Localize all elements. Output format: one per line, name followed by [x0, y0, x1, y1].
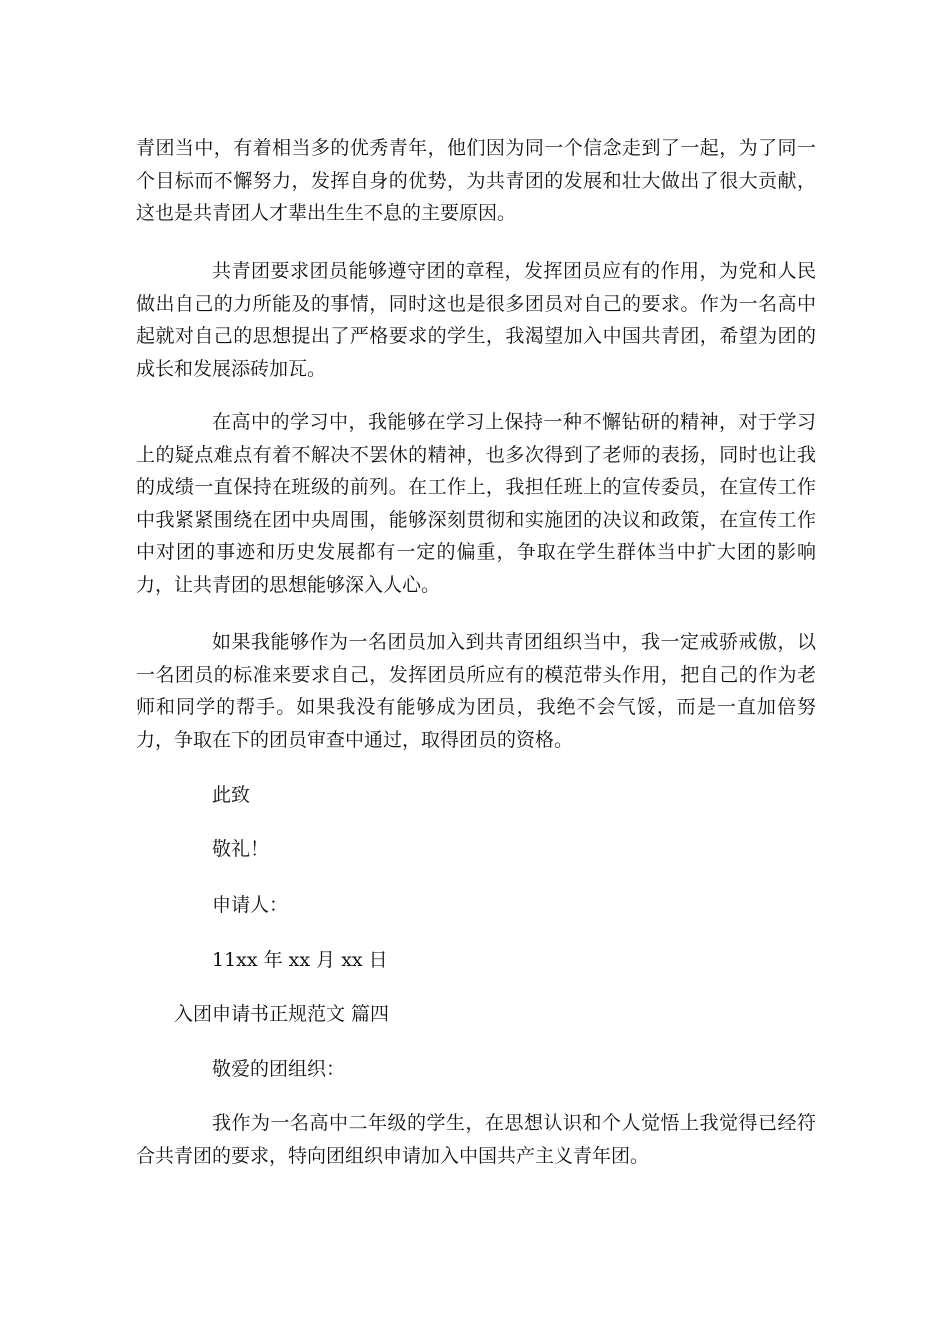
- paragraph-requirements: 共青团要求团员能够遵守团的章程，发挥团员应有的作用，为党和人民做出自己的力所能及的事情，同时这也是很多团员对自己的要求。作为一名高中起就对自己的思想提出了严格要求的学生，我渴望加入中国共青团，希望为团的成长和发展添砖加瓦。: [136, 260, 816, 380]
- greeting-text: 敬爱的团组织：: [212, 1058, 346, 1080]
- paragraph-intro: 青团当中，有着相当多的优秀青年，他们因为同一个信念走到了一起，为了同一个目标而不懈努力，发挥自身的优势，为共青团的发展和壮大做出了很大贡献，这也是共青团人才辈出生生不息的主要原因。: [136, 137, 816, 224]
- paragraph-application: 我作为一名高中二年级的学生，在思想认识和个人觉悟上我觉得已经符合共青团的要求，特向团组织申请加入中国共产主义青年团。: [136, 1112, 816, 1167]
- salute-text: 敬礼！: [212, 838, 270, 860]
- applicant-label: 申请人：: [212, 894, 289, 916]
- paragraph-study-work: 在高中的学习中，我能够在学习上保持一种不懈钻研的精神，对于学习上的疑点难点有着不解决不罢休的精神，也多次得到了老师的表扬，同时也让我的成绩一直保持在班级的前列。在工作上，我担任班上的宣传委员，在宣传工作中我紧紧围绕在团中央周围，能够深刻贯彻和实施团的决议和政策，在宣传工作中对团的事迹和历史发展都有一定的偏重，争取在学生群体当中扩大团的影响力，让共青团的思想能够深入人心。: [136, 411, 816, 596]
- closing-text: 此致: [212, 784, 251, 806]
- date-line: 11xx 年 xx 月 xx 日: [212, 949, 388, 971]
- section-title: 入团申请书正规范文 篇四: [174, 1003, 390, 1025]
- paragraph-commitment: 如果我能够作为一名团员加入到共青团组织当中，我一定戒骄戒傲，以一名团员的标准来要求自己，发挥团员所应有的模范带头作用，把自己的作为老师和同学的帮手。如果我没有能够成为团员，我绝不会气馁，而是一直加倍努力，争取在下的团员审查中通过，取得团员的资格。: [136, 631, 816, 751]
